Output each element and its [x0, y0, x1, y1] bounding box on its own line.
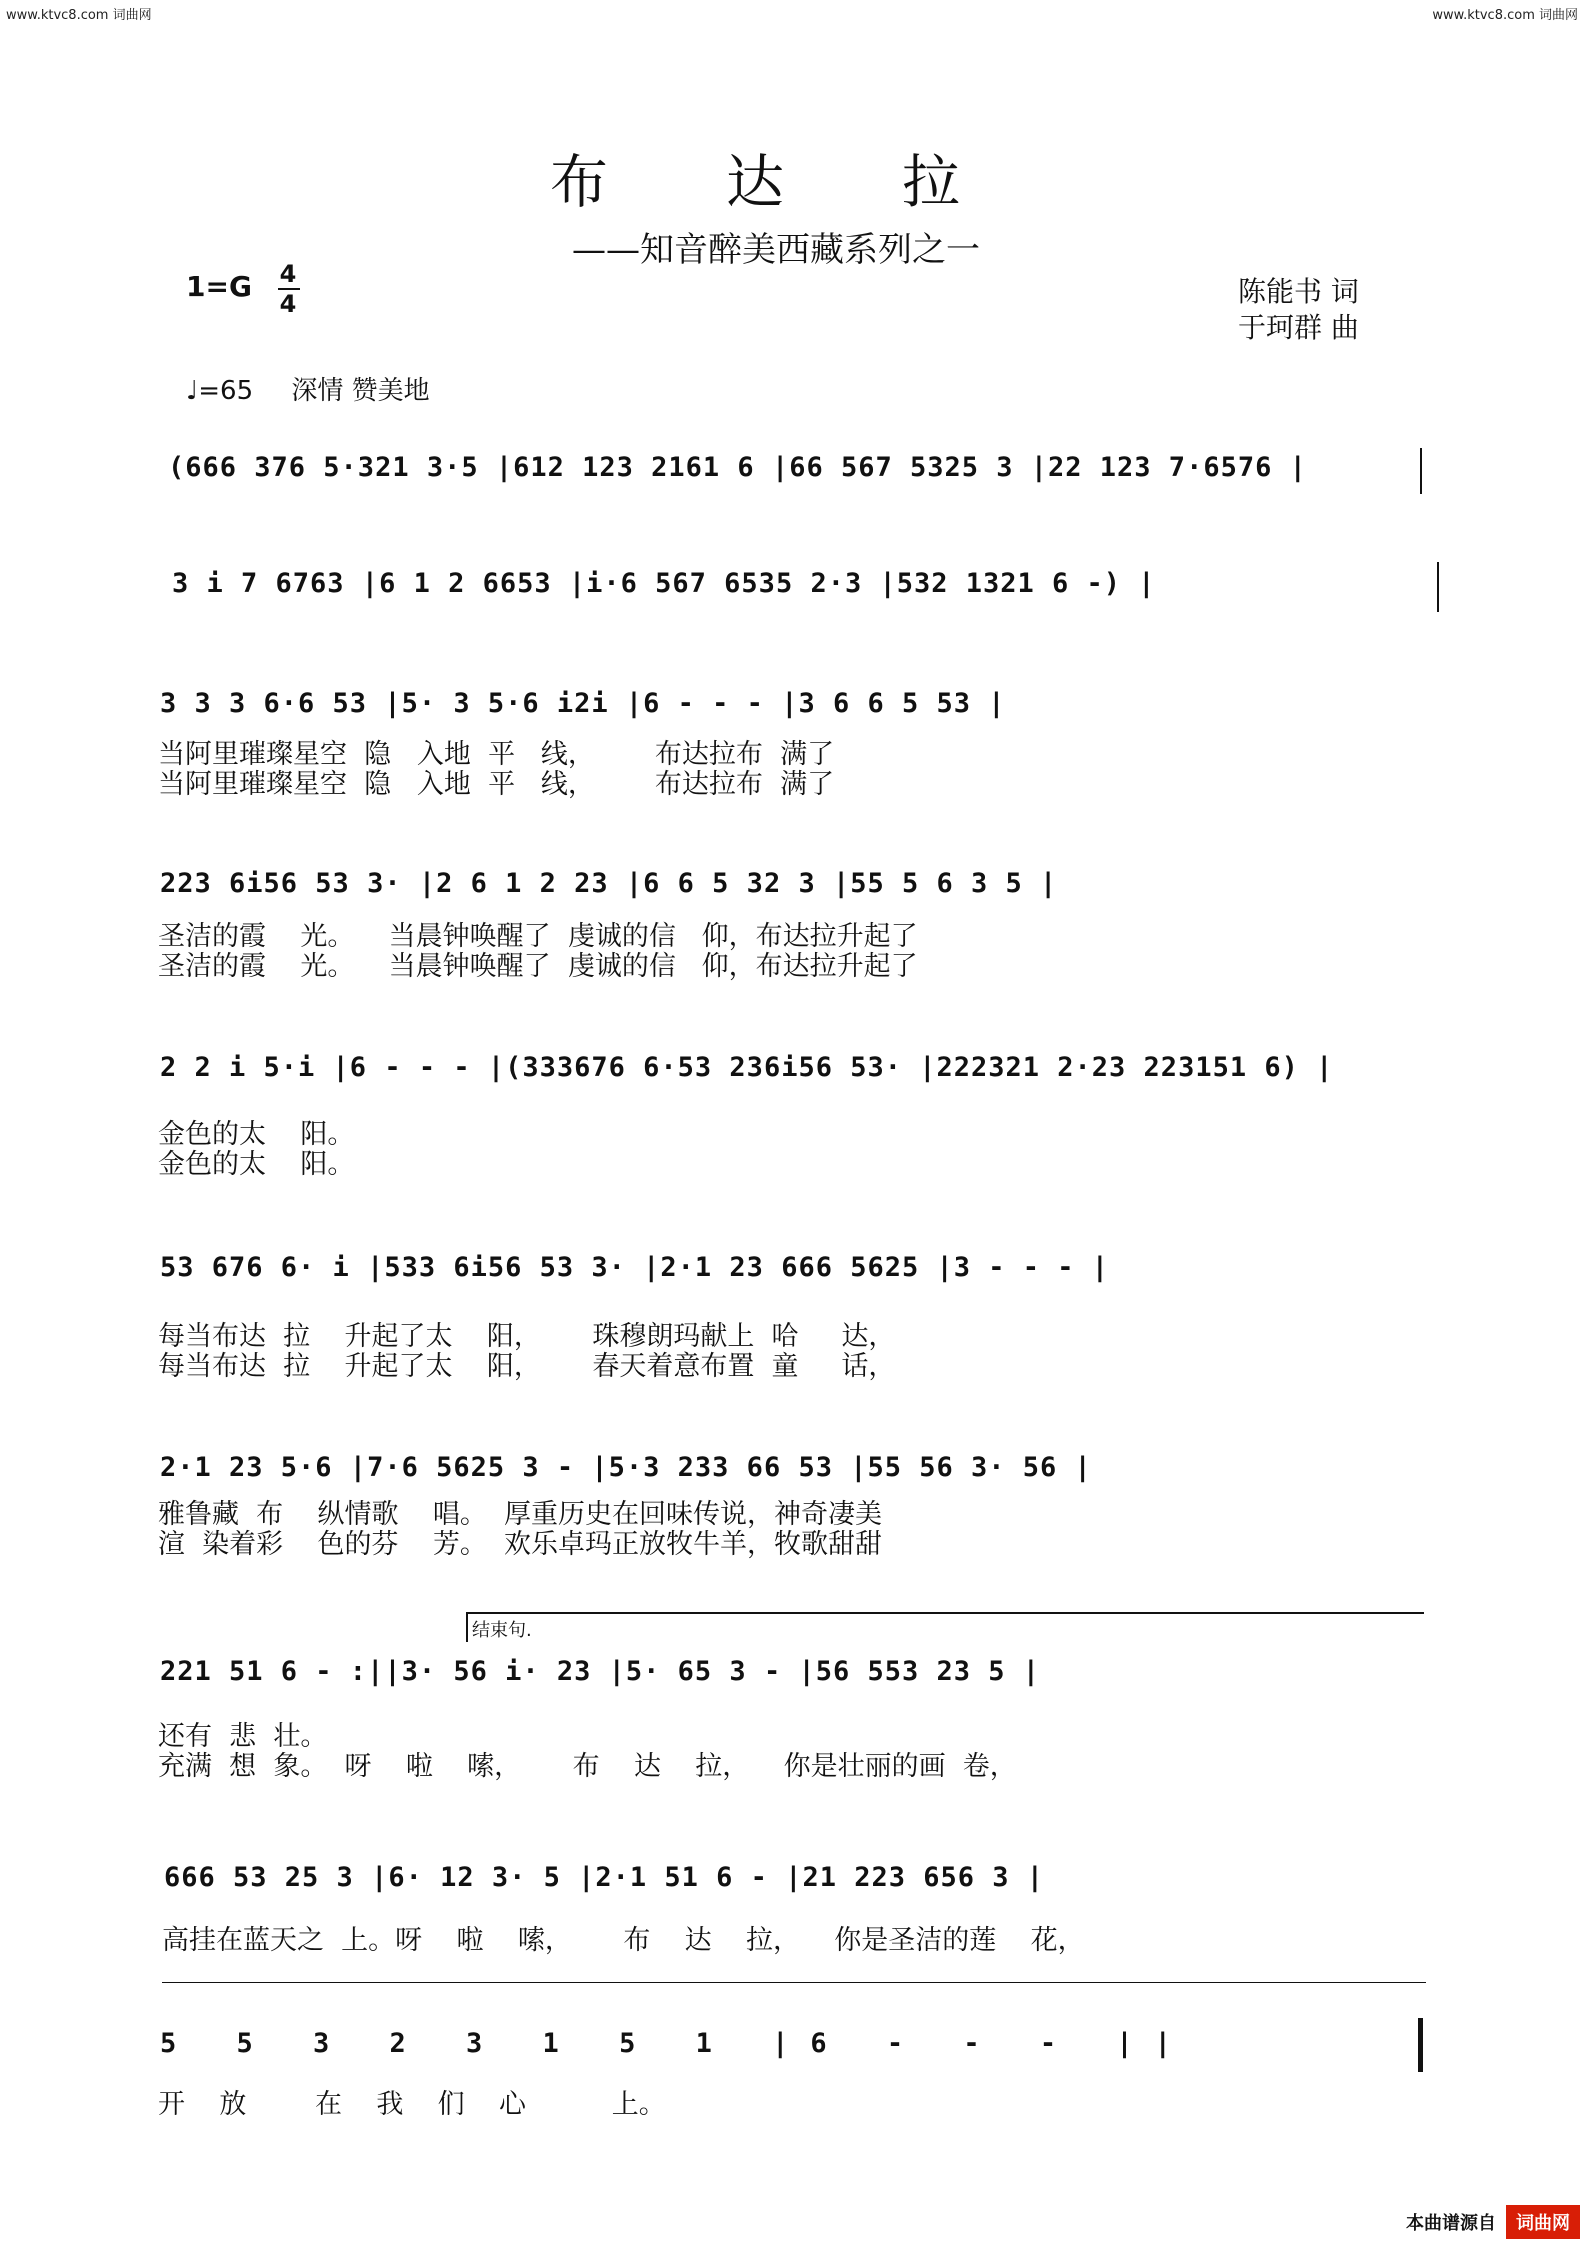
- notation-row-10: 5 5 3 2 3 1 5 1 |6 - - - ||: [160, 2028, 1193, 2059]
- composer: 于珂群 曲: [1238, 311, 1359, 344]
- lyrics-row-4-verse-2: 圣洁的霞 光。 当晨钟唤醒了 虔诚的信 仰，布达拉升起了: [158, 951, 918, 982]
- watermark-right: www.ktvc8.com 词曲网: [1432, 8, 1578, 23]
- lyrics-row-5-verse-1: 金色的太 阳。: [158, 1119, 355, 1150]
- ending-bracket: [466, 1612, 1424, 1614]
- footer-logo[interactable]: 词曲网: [1506, 2205, 1580, 2239]
- lyrics-row-10: 开 放 在 我 们 心 上。: [158, 2089, 666, 2120]
- lyrics-row-6-verse-1: 每当布达 拉 升起了太 阳， 珠穆朗玛献上 哈 达，: [158, 1321, 896, 1352]
- notation-row-4: 223 6i56 53 3· |2 6 1 2 23 |6 6 5 32 3 |55 5 6 3 5 |: [160, 868, 1058, 899]
- time-signature-top: 4: [279, 260, 297, 288]
- lyrics-row-8-verse-1: 还有 悲 壮。: [158, 1721, 328, 1752]
- ending-label: 结束句.: [472, 1620, 532, 1641]
- tempo: ♩=65: [186, 376, 254, 406]
- watermark-left: www.ktvc8.com 词曲网: [6, 8, 152, 23]
- notation-row-3: 3 3 3 6·6 53 |5· 3 5·6 i2i |6 - - - |3 6 6 5 53 |: [160, 688, 1006, 719]
- system-line: [162, 1982, 1426, 1983]
- lyrics-row-3-verse-2: 当阿里璀璨星空 隐 入地 平 线， 布达拉布 满了: [158, 769, 835, 800]
- lyrics-row-8-verse-2: 充满 想 象。 呀 啦 嗦， 布 达 拉， 你是壮丽的画 卷，: [158, 1751, 1017, 1782]
- barline: [1420, 448, 1422, 494]
- barline: [1437, 562, 1439, 612]
- time-signature-bottom: 4: [279, 290, 297, 318]
- credits: [1238, 274, 1359, 346]
- lyrics-row-7-verse-2: 渲 染着彩 色的芬 芳。 欢乐卓玛正放牧牛羊，牧歌甜甜: [158, 1529, 882, 1560]
- notation-row-1: (666 376 5·321 3·5 |612 123 2161 6 |66 567 5325 3 |22 123 7·6576 |: [168, 452, 1307, 483]
- lyrics-row-6-verse-2: 每当布达 拉 升起了太 阳， 春天着意布置 童 话，: [158, 1351, 896, 1382]
- key-signature: 1=G: [186, 270, 252, 303]
- expression: 深情 赞美地: [291, 376, 430, 406]
- song-subtitle: ——知音醉美西藏系列之一: [572, 230, 980, 270]
- lyrics-row-9: 高挂在蓝天之 上。呀 啦 嗦， 布 达 拉， 你是圣洁的莲 花，: [162, 1925, 1085, 1956]
- lyrics-row-5-verse-2: 金色的太 阳。: [158, 1149, 355, 1180]
- notation-row-8: 221 51 6 - :||3· 56 i· 23 |5· 65 3 - |56 553 23 5 |: [160, 1656, 1041, 1687]
- lyrics-row-7-verse-1: 雅鲁藏 布 纵情歌 唱。 厚重历史在回味传说，神奇凄美: [158, 1499, 882, 1530]
- notation-row-9: 666 53 25 3 |6· 12 3· 5 |2·1 51 6 - |21 223 656 3 |: [164, 1862, 1045, 1893]
- footer-source: 本曲谱源自: [1406, 2213, 1496, 2234]
- lyrics-row-3-verse-1: 当阿里璀璨星空 隐 入地 平 线， 布达拉布 满了: [158, 739, 835, 770]
- final-barline: [1418, 2018, 1423, 2072]
- notation-row-6: 53 676 6· i |533 6i56 53 3· |2·1 23 666 5625 |3 - - - |: [160, 1252, 1110, 1283]
- notation-row-2: 3 i 7 6763 |6 1 2 6653 |i·6 567 6535 2·3 |532 1321 6 -) |: [172, 568, 1156, 599]
- notation-row-5: 2 2 i 5·i |6 - - - |(333676 6·53 236i56 53· |222321 2·23 223151 6) |: [160, 1052, 1334, 1083]
- song-title: 布达拉: [550, 148, 1079, 216]
- footer: [1406, 2205, 1580, 2239]
- lyricist: 陈能书 词: [1238, 275, 1359, 308]
- tempo-marking: [186, 370, 430, 407]
- notation-row-7: 2·1 23 5·6 |7·6 5625 3 - |5·3 233 66 53 |55 56 3· 56 |: [160, 1452, 1092, 1483]
- ending-bracket-start: [466, 1612, 468, 1642]
- lyrics-row-4-verse-1: 圣洁的霞 光。 当晨钟唤醒了 虔诚的信 仰，布达拉升起了: [158, 921, 918, 952]
